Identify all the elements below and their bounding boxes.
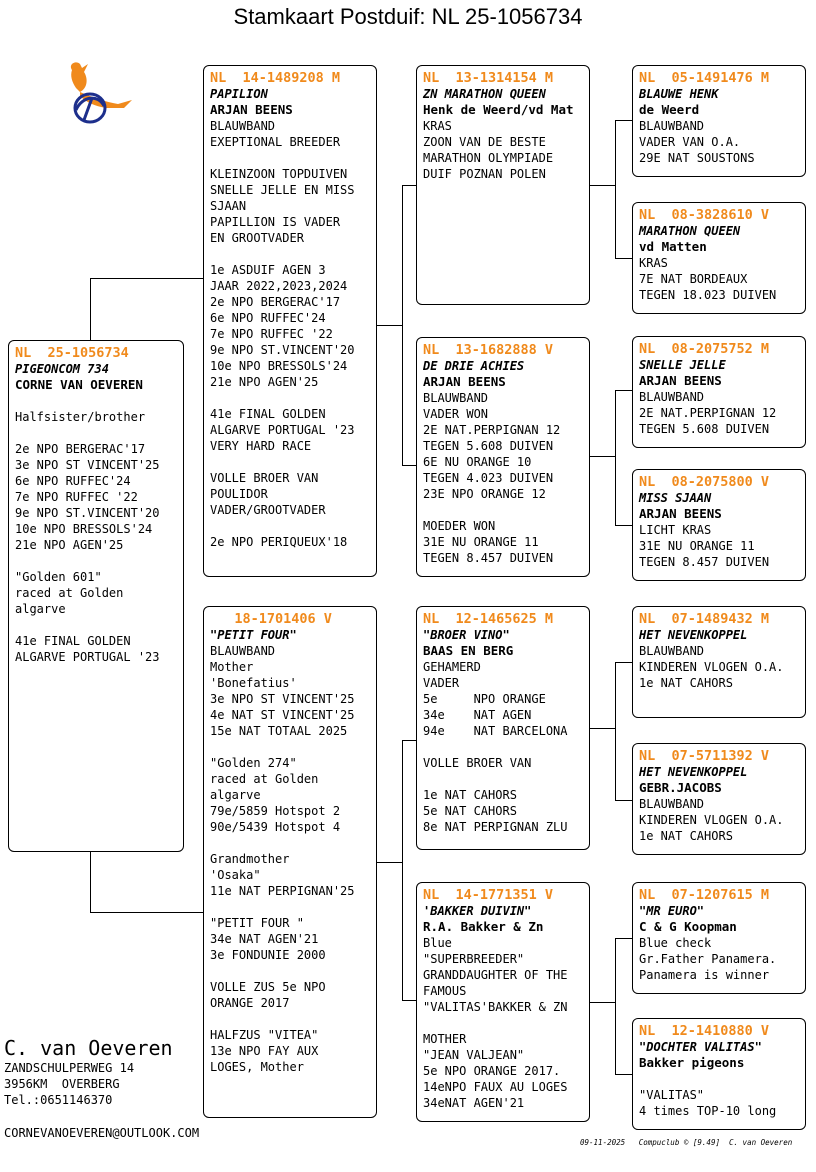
pedigree-note-line [210,246,370,262]
pigeon-card-subject [8,340,184,852]
pedigree-note-line: 9e NPO ST.VINCENT'20 [210,343,355,357]
pedigree-note-line: BLAUWBAND [210,119,276,133]
pigeon-owner: C & G Koopman [639,919,737,934]
pigeon-owner: vd Matten [639,239,707,254]
pedigree-note-line: 2E NAT.PERPIGNAN 12 [423,423,561,437]
pedigree-note-line: 90e/5439 Hotspot 4 [210,820,341,834]
ring-number: NL 13-1314154 M [423,70,554,86]
pedigree-note-line: 3e NPO ST VINCENT'25 [210,692,355,706]
pedigree-note-line [15,617,177,633]
pedigree-note-line: 1e ASDUIF AGEN 3 [210,263,326,277]
pigeon-owner: ARJAN BEENS [210,102,293,117]
connector-line [615,662,633,663]
pedigree-note-line: 11e NAT PERPIGNAN'25 [210,884,355,898]
ring-number: NL 07-1489432 M [639,611,770,627]
pedigree-note-line: 1e NAT CAHORS [639,829,733,843]
ring-number: NL 08-3828610 V [639,207,770,223]
pigeon-name: 'BAKKER DUIVIN" [423,904,532,918]
pedigree-note-line [423,1015,583,1031]
pedigree-note-line: ALGARVE PORTUGAL '23 [210,423,355,437]
connector-line [615,258,633,259]
pedigree-note-line [423,771,583,787]
pedigree-note-line: 'Bonefatius' [210,676,297,690]
breeder-phone: Tel.:0651146370 [4,1093,113,1107]
pedigree-note-line: EXEPTIONAL BREEDER [210,135,341,149]
breeder-email: CORNEVANOEVEREN@OUTLOOK.COM [4,1126,200,1140]
connector-line [402,185,403,465]
pedigree-note-line: HALFZUS "VITEA" [210,1028,319,1042]
ring-number: NL 05-1491476 M [639,70,770,86]
pedigree-note-line [423,739,583,755]
pedigree-note-line: Gr.Father Panamera. [639,952,777,966]
pedigree-note-line: GRANDDAUGHTER OF THE [423,968,568,982]
pigeon-card-mother [203,606,377,1118]
ring-number: NL 08-2075800 V [639,474,770,490]
pigeon-name: BLAUWE HENK [639,87,719,101]
pigeon-name: "PETIT FOUR" [210,628,297,642]
pedigree-note-line: BLAUWBAND [210,644,276,658]
pedigree-note-line: 31E NU ORANGE 11 [639,539,755,553]
ring-number: NL 12-1465625 M [423,611,554,627]
pedigree-note-line: KLEINZOON TOPDUIVEN [210,167,348,181]
connector-line [615,938,633,939]
pedigree-note-line: 9e NPO ST.VINCENT'20 [15,506,160,520]
pedigree-note-line: EN GROOTVADER [210,231,304,245]
pigeon-name: PAPILION [210,87,268,101]
pigeon-name: ZN MARATHON QUEEN [423,87,546,101]
pedigree-note-line [210,739,370,755]
pedigree-note-line: "Golden 274" [210,756,297,770]
pedigree-note-line: TEGEN 5.608 DUIVEN [423,439,554,453]
pedigree-note-line: BLAUWBAND [639,644,705,658]
pedigree-note-line: "VALITAS'BAKKER & ZN [423,1000,568,1014]
connector-line [402,740,403,1000]
ring-number: NL 14-1489208 M [210,70,341,86]
pedigree-note-line: 15e NAT TOTAAL 2025 [210,724,348,738]
pedigree-note-line: KRAS [423,119,452,133]
pigeon-card-fff [632,65,806,177]
pedigree-note-line: 5e NAT CAHORS [423,804,517,818]
pedigree-note-line: raced at Golden [210,772,319,786]
pedigree-note-line [210,150,370,166]
connector-line [615,525,633,526]
ring-number: NL 08-2075752 M [639,341,770,357]
pedigree-note-line: 21e NPO AGEN'25 [210,375,319,389]
pedigree-note-line: KINDEREN VLOGEN O.A. [639,813,784,827]
pedigree-note-line: 41e FINAL GOLDEN [210,407,326,421]
pigeon-name: HET NEVENKOPPEL [639,765,748,779]
pedigree-note-line: 6E NU ORANGE 10 [423,455,532,469]
pedigree-note-line: 1e NAT CAHORS [423,788,517,802]
pigeon-owner: Bakker pigeons [639,1055,745,1070]
connector-line [589,728,615,729]
pedigree-note-line: PAPILLION IS VADER [210,215,341,229]
pigeon-card-father-mother [416,337,590,577]
pedigree-note-line: raced at Golden [15,586,124,600]
pedigree-note-line: 21e NPO AGEN'25 [15,538,124,552]
pedigree-note-line: "PETIT FOUR " [210,916,304,930]
pedigree-note-line [210,454,370,470]
pedigree-note-line: Blue check [639,936,712,950]
breeder-name: C. van Oeveren [4,1036,173,1060]
pigeon-owner: ARJAN BEENS [639,506,722,521]
pigeon-card-fmm [632,469,806,581]
pedigree-note-line: VADER/GROOTVADER [210,503,326,517]
pigeon-owner: BAAS EN BERG [423,643,514,658]
pigeon-name: "MR EURO" [639,904,705,918]
pedigree-note-line: TEGEN 5.608 DUIVEN [639,422,770,436]
pedigree-note-line [15,425,177,441]
pigeon-owner: ARJAN BEENS [639,373,722,388]
pedigree-note-line: DUIF POZNAN POLEN [423,167,546,181]
pigeon-owner: R.A. Bakker & Zn [423,919,544,934]
pedigree-note-line: LICHT KRAS [639,523,712,537]
pigeon-card-mmm [632,1018,806,1130]
connector-line [615,390,633,391]
connector-line [90,278,91,340]
pigeon-owner: CORNE VAN OEVEREN [15,377,143,392]
pedigree-note-line: BLAUWBAND [423,391,489,405]
pigeon-logo-icon [58,58,138,128]
pedigree-note-line [210,390,370,406]
connector-line [615,662,616,800]
pedigree-note-line: 10e NPO BRESSOLS'24 [210,359,348,373]
pedigree-note-line: KRAS [639,256,668,270]
pedigree-note-line: VADER WON [423,407,489,421]
pedigree-note-line: 13e NPO FAY AUX [210,1044,319,1058]
pedigree-note-line: 7e NPO RUFFEC '22 [15,490,138,504]
pedigree-note-line: Grandmother [210,852,290,866]
pedigree-note-line [15,553,177,569]
pedigree-note-line: 10e NPO BRESSOLS'24 [15,522,153,536]
pedigree-note-line: VOLLE BROER VAN [423,756,532,770]
ring-number: NL 14-1771351 V [423,887,554,903]
pedigree-note-line: algarve [210,788,261,802]
pedigree-note-line: MOTHER [423,1032,467,1046]
pigeon-name: PIGEONCOM 734 [15,362,109,376]
pedigree-note-line: 23E NPO ORANGE 12 [423,487,546,501]
pigeon-card-mother-mother [416,882,590,1122]
connector-line [402,740,417,741]
pedigree-note-line: VADER [423,676,460,690]
ring-number: NL 12-1410880 V [639,1023,770,1039]
pedigree-note-line [639,1071,799,1087]
pedigree-note-line [210,899,370,915]
pedigree-note-line: 34eNAT AGEN'21 [423,1096,525,1110]
pedigree-note-line: VOLLE BROER VAN [210,471,319,485]
pedigree-note-line: BLAUWBAND [639,119,705,133]
connector-line [376,325,402,326]
pedigree-note-line: 2e NPO PERIQUEUX'18 [210,535,348,549]
pedigree-note-line: "Golden 601" [15,570,102,584]
pigeon-name: HET NEVENKOPPEL [639,628,748,642]
pedigree-note-line: VOLLE ZUS 5e NPO [210,980,326,994]
pedigree-note-line: TEGEN 8.457 DUIVEN [423,551,554,565]
pigeon-name: MARATHON QUEEN [639,224,741,238]
pigeon-owner: de Weerd [639,102,700,117]
pedigree-note-line: KINDEREN VLOGEN O.A. [639,660,784,674]
pedigree-note-line: algarve [15,602,66,616]
breeder-city: 3956KM OVERBERG [4,1077,120,1091]
pedigree-note-line: TEGEN 18.023 DUIVEN [639,288,777,302]
connector-line [589,185,615,186]
pedigree-note-line [15,393,177,409]
pedigree-note-line: 1e NAT CAHORS [639,676,733,690]
pedigree-note-line [210,835,370,851]
pigeon-name: DE DRIE ACHIES [423,359,525,373]
pedigree-note-line: 34e NAT AGEN [423,708,532,722]
pedigree-note-line: BLAUWBAND [639,797,705,811]
pedigree-note-line [423,502,583,518]
connector-line [589,456,615,457]
pedigree-note-line [210,963,370,979]
pigeon-owner: Henk de Weerd/vd Mat [423,102,574,117]
pedigree-note-line: 'Osaka" [210,868,261,882]
pedigree-note-line: BLAUWBAND [639,390,705,404]
ring-number: NL 13-1682888 V [423,342,554,358]
connector-line [402,185,417,186]
pigeon-owner: ARJAN BEENS [423,374,506,389]
connector-line [90,852,91,912]
pedigree-note-line: 3e NPO ST VINCENT'25 [15,458,160,472]
pigeon-card-fmf [632,336,806,448]
pedigree-note-line: 7E NAT BORDEAUX [639,272,748,286]
connector-line [615,120,616,258]
pigeon-name: MISS SJAAN [639,491,712,505]
pigeon-card-mfm [632,743,806,855]
pedigree-note-line: MARATHON OLYMPIADE [423,151,554,165]
pedigree-note-line: 6e NPO RUFFEC'24 [210,311,326,325]
pedigree-note-line: VADER VAN O.A. [639,135,741,149]
pedigree-note-line: 14eNPO FAUX AU LOGES [423,1080,568,1094]
pedigree-note-line: FAMOUS [423,984,467,998]
pigeon-name: SNELLE JELLE [639,358,726,372]
connector-line [90,912,204,913]
pedigree-note-line: Panamera is winner [639,968,770,982]
pedigree-note-line: 4 times TOP-10 long [639,1104,777,1118]
pigeon-card-ffm [632,202,806,314]
pedigree-note-line: 6e NPO RUFFEC'24 [15,474,131,488]
pedigree-note-line: 41e FINAL GOLDEN [15,634,131,648]
connector-line [615,120,633,121]
pedigree-note-line: 5e NPO ORANGE [423,692,546,706]
ring-number: NL 25-1056734 [15,345,129,361]
pigeon-card-father-father [416,65,590,305]
pedigree-note-line: SJAAN [210,199,247,213]
pedigree-note-line: 31E NU ORANGE 11 [423,535,539,549]
pedigree-note-line: GEHAMERD [423,660,481,674]
pedigree-note-line: ALGARVE PORTUGAL '23 [15,650,160,664]
connector-line [615,1074,633,1075]
pedigree-note-line: MOEDER WON [423,519,496,533]
ring-number: NL 07-5711392 V [639,748,770,764]
pedigree-note-line: VERY HARD RACE [210,439,312,453]
ring-number: NL 07-1207615 M [639,887,770,903]
pedigree-note-line: Blue [423,936,452,950]
pedigree-note-line: 94e NAT BARCELONA [423,724,568,738]
breeder-street: ZANDSCHULPERWEG 14 [4,1061,135,1075]
breeder-info [4,1036,173,1108]
pigeon-name: "BROER VINO" [423,628,510,642]
pigeon-card-father [203,65,377,577]
pedigree-note-line: POULIDOR [210,487,268,501]
pedigree-note-line: ORANGE 2017 [210,996,290,1010]
pedigree-note-line: TEGEN 4.023 DUIVEN [423,471,554,485]
connector-line [589,1002,615,1003]
pedigree-note-line [210,518,370,534]
pedigree-note-line: 8e NAT PERPIGNAN ZLU [423,820,568,834]
pedigree-note-line: 7e NPO RUFFEC '22 [210,327,333,341]
pedigree-note-line: 79e/5859 Hotspot 2 [210,804,341,818]
pedigree-note-line: "VALITAS" [639,1088,705,1102]
pedigree-note-line: Halfsister/brother [15,410,146,424]
pedigree-note-line: 2e NPO BERGERAC'17 [210,295,341,309]
pedigree-note-line: "SUPERBREEDER" [423,952,525,966]
connector-line [402,465,417,466]
pedigree-note-line: "JEAN VALJEAN" [423,1048,525,1062]
pedigree-note-line: 3e FONDUNIE 2000 [210,948,326,962]
pedigree-note-line: JAAR 2022,2023,2024 [210,279,348,293]
ring-number: 18-1701406 V [210,611,332,627]
pedigree-note-line: 5e NPO ORANGE 2017. [423,1064,561,1078]
connector-line [615,390,616,525]
pedigree-note-line: Mother [210,660,254,674]
connector-line [615,938,616,1074]
pedigree-note-line: SNELLE JELLE EN MISS [210,183,355,197]
pedigree-note-line: 29E NAT SOUSTONS [639,151,755,165]
page-title: Stamkaart Postduif: NL 25-1056734 [233,4,583,29]
pigeon-card-mmf [632,882,806,994]
pedigree-note-line: LOGES, Mother [210,1060,304,1074]
pigeon-card-mother-father [416,606,590,850]
pigeon-name: "DOCHTER VALITAS" [639,1040,762,1054]
pigeon-owner: GEBR.JACOBS [639,780,722,795]
print-stamp: 09-11-2025 Compuclub © [9.49] C. van Oeveren [580,1138,793,1147]
pedigree-note-line: 4e NAT ST VINCENT'25 [210,708,355,722]
pedigree-note-line [210,1011,370,1027]
pedigree-note-line: TEGEN 8.457 DUIVEN [639,555,770,569]
pigeon-card-mff [632,606,806,718]
pedigree-note-line: 2E NAT.PERPIGNAN 12 [639,406,777,420]
pedigree-note-line: ZOON VAN DE BESTE [423,135,546,149]
connector-line [402,1000,417,1001]
pedigree-note-line: 34e NAT AGEN'21 [210,932,319,946]
pedigree-note-line: 2e NPO BERGERAC'17 [15,442,146,456]
connector-line [615,800,633,801]
connector-line [376,862,402,863]
connector-line [90,278,204,279]
